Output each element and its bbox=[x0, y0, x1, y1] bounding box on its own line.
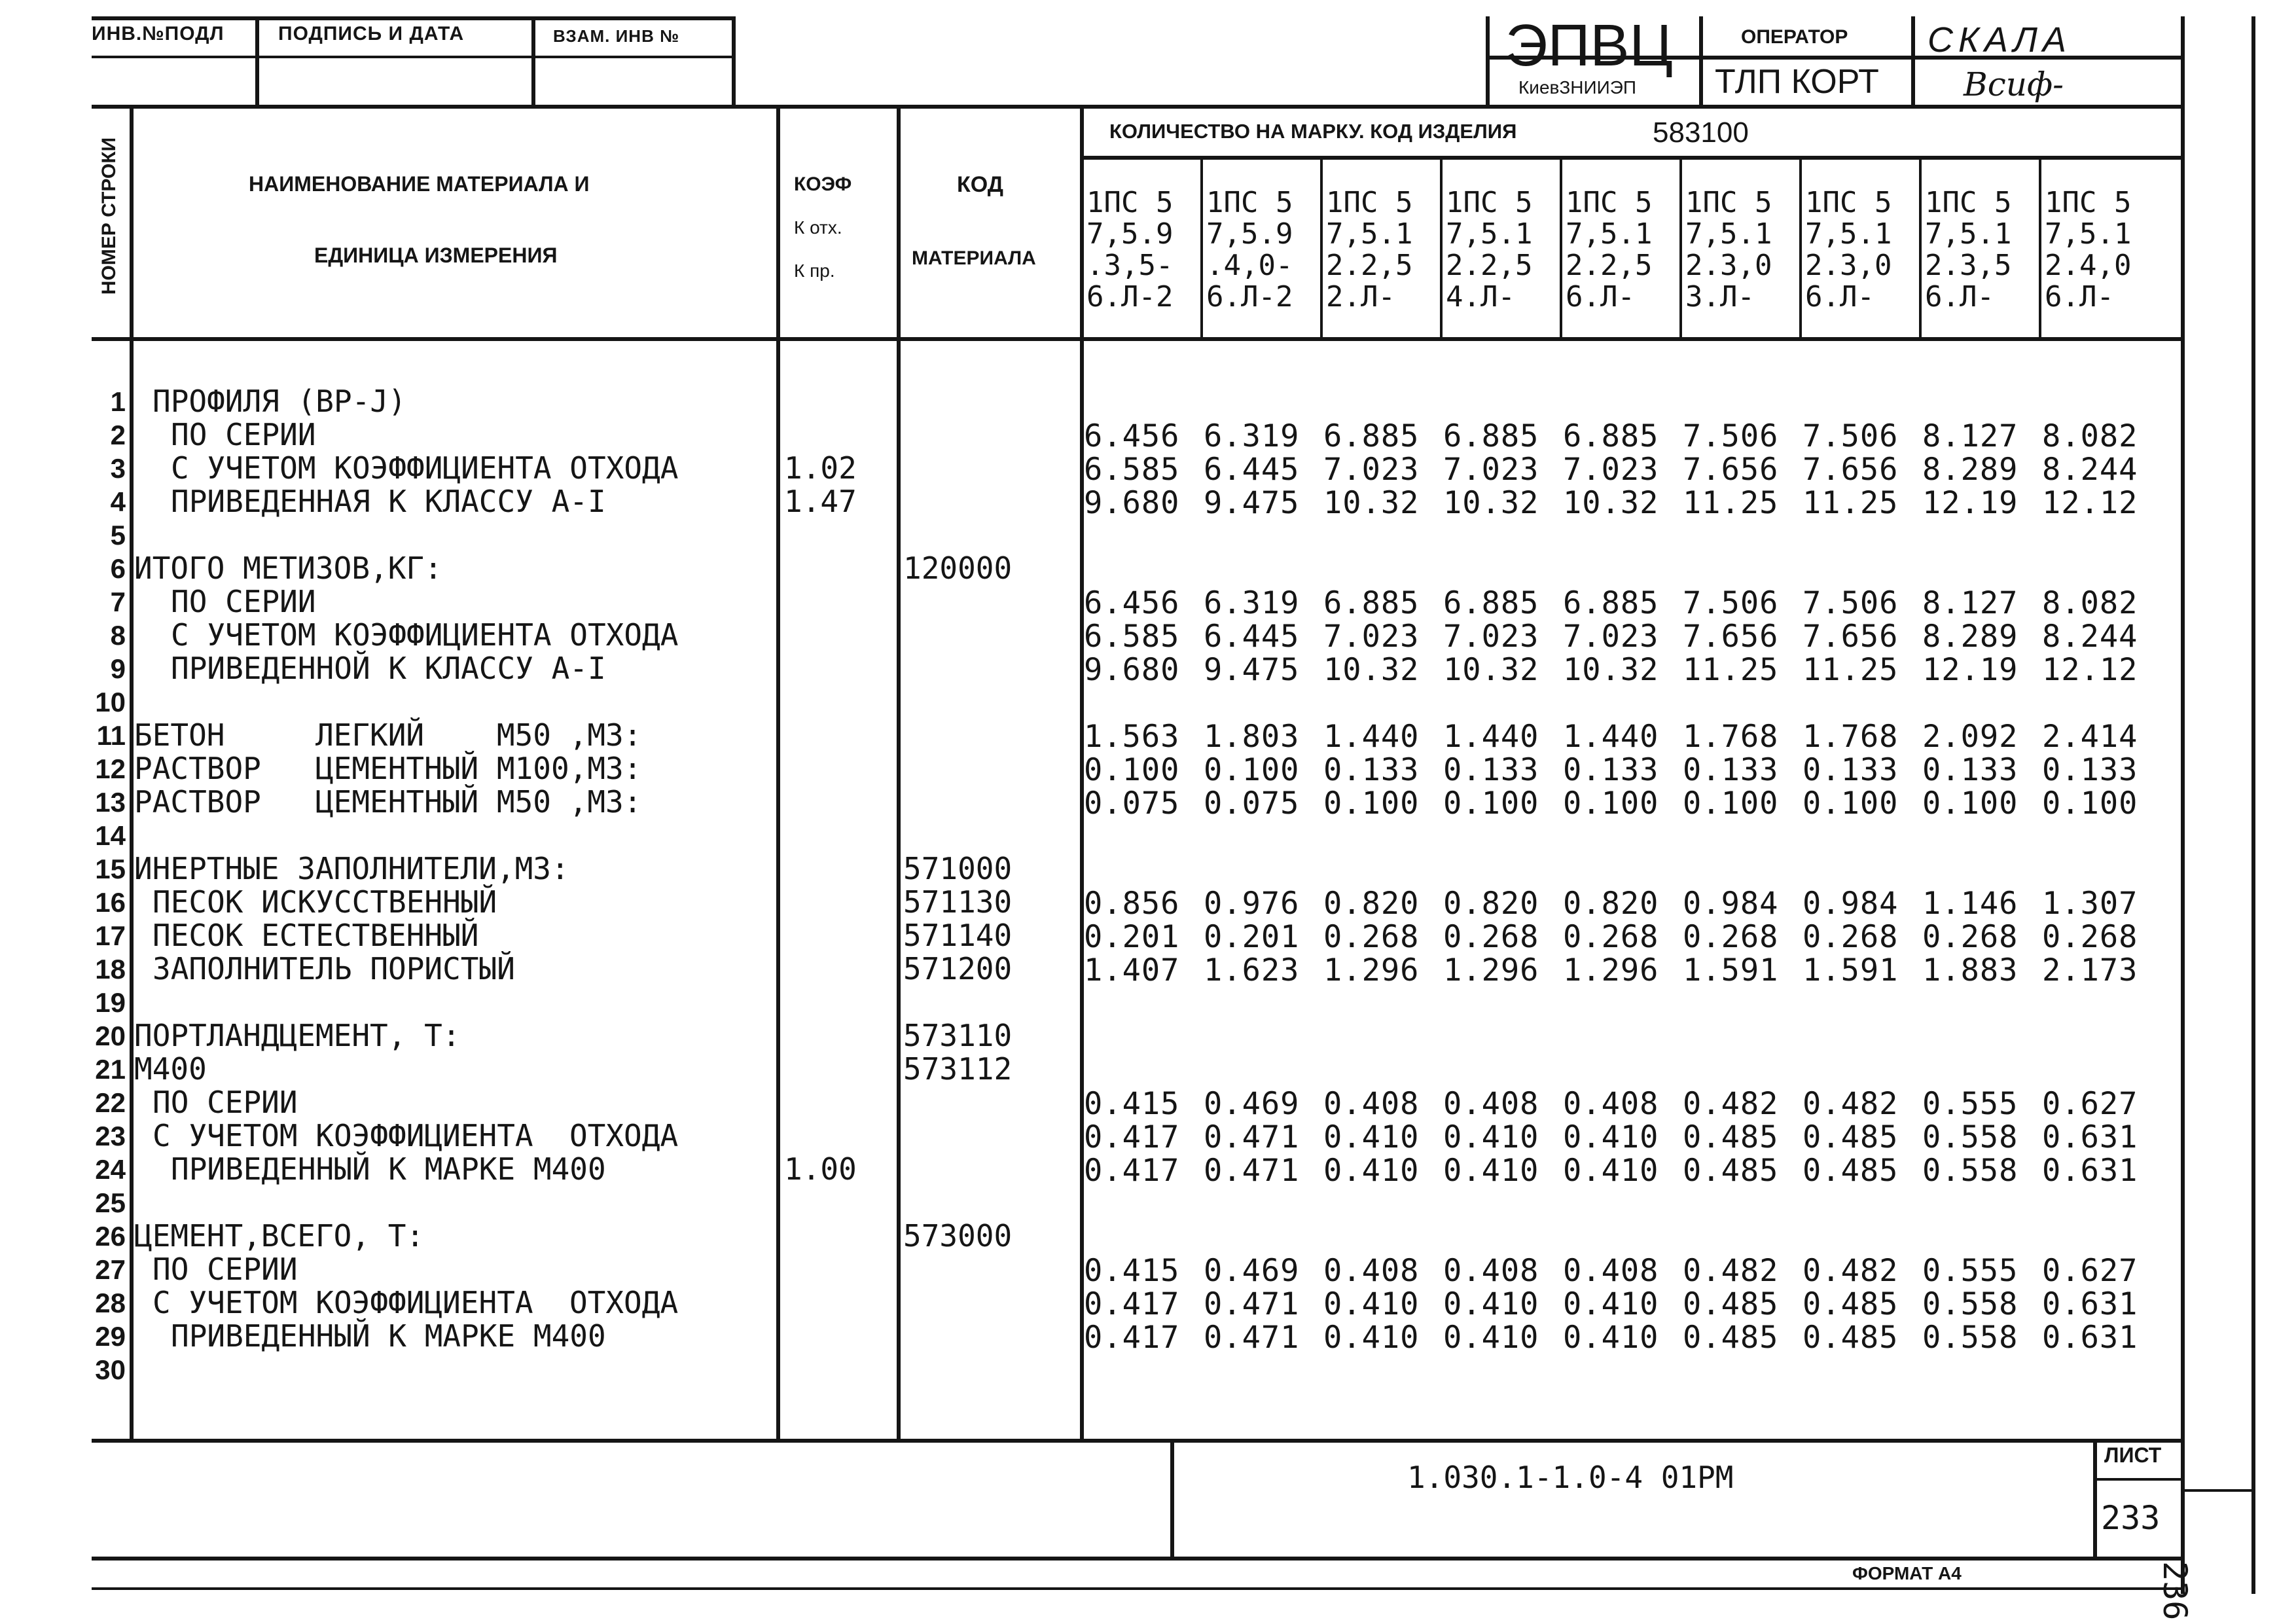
column-header-line: 2.Л- bbox=[1326, 280, 1395, 314]
quantity-cell: 0.417 bbox=[1084, 1119, 1180, 1155]
column-header-line: 2.2,5 bbox=[1446, 249, 1533, 282]
quantity-cell: 0.410 bbox=[1323, 1320, 1420, 1356]
column-header-line: 4.Л- bbox=[1446, 280, 1515, 314]
quantity-cell: 11.25 bbox=[1803, 485, 1899, 521]
quantity-cell: 10.32 bbox=[1323, 652, 1420, 688]
quantity-cell: 0.984 bbox=[1683, 886, 1779, 922]
quantity-cell: 1.591 bbox=[1683, 952, 1779, 988]
quantity-cell: 7.023 bbox=[1443, 452, 1539, 488]
signature: Всиф- bbox=[1964, 65, 2064, 103]
row-number: 2 bbox=[110, 420, 126, 450]
material-name: ПЕСОК ЕСТЕСТВЕННЫЙ bbox=[152, 918, 479, 953]
quantity-cell: 0.471 bbox=[1204, 1320, 1300, 1356]
row-number: 15 bbox=[95, 854, 126, 884]
row-number: 6 bbox=[110, 553, 126, 584]
quantity-cell: 0.133 bbox=[1443, 752, 1539, 788]
column-header-line: 6.Л-2 bbox=[1206, 280, 1293, 314]
quantity-cell: 0.485 bbox=[1803, 1320, 1899, 1356]
column-header-line: 6.Л- bbox=[1925, 280, 1994, 314]
quantity-cell: 0.471 bbox=[1204, 1119, 1300, 1155]
quantity-cell: 6.319 bbox=[1204, 585, 1300, 621]
row-number: 19 bbox=[95, 987, 126, 1018]
quantity-cell: 6.456 bbox=[1084, 585, 1180, 621]
material-code: 571140 bbox=[903, 918, 1013, 953]
row-number: 4 bbox=[110, 486, 126, 517]
row-number: 1 bbox=[110, 386, 126, 417]
quantity-cell: 0.268 bbox=[1803, 919, 1899, 955]
quantity-cell: 6.445 bbox=[1204, 619, 1300, 655]
quantity-cell: 0.482 bbox=[1803, 1086, 1899, 1122]
quantity-cell: 0.201 bbox=[1204, 919, 1300, 955]
row-number: 24 bbox=[95, 1154, 126, 1185]
column-header-line: 2.3,0 bbox=[1685, 249, 1772, 282]
org-main: ЭПВЦ bbox=[1505, 13, 1673, 79]
quantity-cell: 0.268 bbox=[2042, 919, 2138, 955]
row-number: 29 bbox=[95, 1321, 126, 1352]
quantity-cell: 0.631 bbox=[2042, 1286, 2138, 1322]
material-code: 571000 bbox=[903, 851, 1013, 886]
row-number: 22 bbox=[95, 1087, 126, 1118]
quantity-cell: 0.631 bbox=[2042, 1153, 2138, 1189]
material-name: М400 bbox=[134, 1051, 207, 1087]
quantity-cell: 0.408 bbox=[1323, 1253, 1420, 1289]
material-name: ПРОФИЛЯ (ВР-J) bbox=[152, 384, 406, 419]
quantity-cell: 0.100 bbox=[1803, 785, 1899, 821]
quantity-cell: 8.127 bbox=[1922, 585, 2018, 621]
material-name-header: НАИМЕНОВАНИЕ МАТЕРИАЛА И bbox=[249, 172, 590, 196]
quantity-cell: 0.485 bbox=[1683, 1286, 1779, 1322]
operator-label: ОПЕРАТОР bbox=[1741, 26, 1848, 48]
quantity-cell: 1.440 bbox=[1563, 719, 1659, 755]
material-name: ПО СЕРИИ bbox=[152, 1252, 298, 1287]
column-header-line: 1ПС 5 bbox=[1925, 186, 2012, 219]
quantity-cell: 0.100 bbox=[1443, 785, 1539, 821]
column-header-line: 6.Л- bbox=[1805, 280, 1874, 314]
quantity-cell: 12.12 bbox=[2042, 652, 2138, 688]
quantity-cell: 1.296 bbox=[1323, 952, 1420, 988]
quantity-cell: 0.133 bbox=[1922, 752, 2018, 788]
quantity-cell: 0.558 bbox=[1922, 1286, 2018, 1322]
column-header-line: .3,5- bbox=[1086, 249, 1174, 282]
product-code: 583100 bbox=[1653, 117, 1749, 149]
material-name: ПРИВЕДЕННЫЙ К МАРКЕ М400 bbox=[171, 1318, 606, 1354]
material-code: 120000 bbox=[903, 550, 1013, 586]
quantity-cell: 11.25 bbox=[1683, 485, 1779, 521]
quantity-cell: 10.32 bbox=[1443, 485, 1539, 521]
vzam-inv-label: ВЗАМ. ИНВ № bbox=[553, 26, 680, 46]
quantity-cell: 1.296 bbox=[1563, 952, 1659, 988]
material-name: ПО СЕРИИ bbox=[171, 417, 316, 452]
quantity-cell: 0.075 bbox=[1204, 785, 1300, 821]
row-number: 7 bbox=[110, 586, 126, 617]
quantity-cell: 7.023 bbox=[1563, 619, 1659, 655]
quantity-cell: 10.32 bbox=[1563, 652, 1659, 688]
quantity-header: КОЛИЧЕСТВО НА МАРКУ. КОД ИЗДЕЛИЯ bbox=[1109, 120, 1517, 143]
quantity-cell: 0.558 bbox=[1922, 1153, 2018, 1189]
column-header-line: 1ПС 5 bbox=[1446, 186, 1533, 219]
row-number: 11 bbox=[96, 720, 126, 751]
quantity-cell: 6.885 bbox=[1443, 585, 1539, 621]
material-code: 573112 bbox=[903, 1051, 1013, 1087]
column-header-line: 1ПС 5 bbox=[1685, 186, 1772, 219]
material-name: С УЧЕТОМ КОЭФФИЦИЕНТА ОТХОДА bbox=[152, 1285, 679, 1320]
quantity-cell: 1.307 bbox=[2042, 886, 2138, 922]
operator-value: ТЛП КОРТ bbox=[1715, 63, 1879, 101]
quantity-cell: 6.456 bbox=[1084, 418, 1180, 454]
coefficient: 1.02 bbox=[784, 450, 857, 486]
quantity-cell: 0.627 bbox=[2042, 1253, 2138, 1289]
quantity-cell: 0.268 bbox=[1683, 919, 1779, 955]
row-number: 5 bbox=[110, 520, 126, 550]
column-header-line: 2.3,0 bbox=[1805, 249, 1892, 282]
quantity-cell: 0.410 bbox=[1443, 1286, 1539, 1322]
column-header-line: 7,5.1 bbox=[2045, 217, 2132, 251]
column-header-line: 1ПС 5 bbox=[2045, 186, 2132, 219]
quantity-cell: 0.415 bbox=[1084, 1086, 1180, 1122]
quantity-cell: 12.19 bbox=[1922, 485, 2018, 521]
quantity-cell: 0.415 bbox=[1084, 1253, 1180, 1289]
quantity-cell: 7.023 bbox=[1443, 619, 1539, 655]
quantity-cell: 0.485 bbox=[1803, 1153, 1899, 1189]
material-name: ПО СЕРИИ bbox=[171, 584, 316, 619]
code-header: КОД bbox=[957, 172, 1003, 197]
side-number: 236 bbox=[2156, 1561, 2194, 1621]
column-header-line: 7,5.1 bbox=[1925, 217, 2012, 251]
quantity-cell: 0.100 bbox=[1084, 752, 1180, 788]
material-name: ПОРТЛАНДЦЕМЕНТ, Т: bbox=[134, 1018, 461, 1053]
quantity-cell: 0.485 bbox=[1683, 1153, 1779, 1189]
quantity-cell: 6.885 bbox=[1323, 418, 1420, 454]
quantity-cell: 0.482 bbox=[1683, 1253, 1779, 1289]
quantity-cell: 8.244 bbox=[2042, 619, 2138, 655]
quantity-cell: 0.100 bbox=[1922, 785, 2018, 821]
quantity-cell: 12.19 bbox=[1922, 652, 2018, 688]
quantity-cell: 7.656 bbox=[1683, 452, 1779, 488]
quantity-cell: 0.410 bbox=[1323, 1153, 1420, 1189]
quantity-cell: 9.475 bbox=[1204, 485, 1300, 521]
quantity-cell: 9.680 bbox=[1084, 485, 1180, 521]
coefficient: 1.47 bbox=[784, 484, 857, 519]
quantity-cell: 0.820 bbox=[1563, 886, 1659, 922]
quantity-cell: 0.984 bbox=[1803, 886, 1899, 922]
quantity-cell: 0.482 bbox=[1803, 1253, 1899, 1289]
quantity-cell: 0.820 bbox=[1323, 886, 1420, 922]
row-number: 9 bbox=[110, 653, 126, 684]
quantity-cell: 0.558 bbox=[1922, 1320, 2018, 1356]
quantity-cell: 0.820 bbox=[1443, 886, 1539, 922]
quantity-cell: 0.133 bbox=[2042, 752, 2138, 788]
quantity-cell: 7.023 bbox=[1323, 452, 1420, 488]
row-number: 8 bbox=[110, 620, 126, 651]
quantity-cell: 7.023 bbox=[1323, 619, 1420, 655]
quantity-cell: 1.440 bbox=[1443, 719, 1539, 755]
quantity-cell: 0.555 bbox=[1922, 1253, 2018, 1289]
quantity-cell: 0.558 bbox=[1922, 1119, 2018, 1155]
material-name: РАСТВОР ЦЕМЕНТНЫЙ М50 ,М3: bbox=[134, 784, 642, 820]
material-name: РАСТВОР ЦЕМЕНТНЫЙ М100,М3: bbox=[134, 751, 642, 786]
column-header-line: 7,5.9 bbox=[1206, 217, 1293, 251]
column-header-line: 7,5.1 bbox=[1685, 217, 1772, 251]
column-header-line: 2.4,0 bbox=[2045, 249, 2132, 282]
row-number: 17 bbox=[95, 920, 126, 951]
quantity-cell: 1.768 bbox=[1803, 719, 1899, 755]
quantity-cell: 8.289 bbox=[1922, 619, 2018, 655]
quantity-cell: 7.656 bbox=[1803, 452, 1899, 488]
row-number: 14 bbox=[95, 820, 126, 851]
material-name: ПРИВЕДЕННАЯ К КЛАССУ А-I bbox=[171, 484, 606, 519]
quantity-cell: 0.100 bbox=[1323, 785, 1420, 821]
column-header-line: 2.2,5 bbox=[1566, 249, 1653, 282]
system-name: СКАЛА bbox=[1928, 20, 2072, 60]
material-name: ПО СЕРИИ bbox=[152, 1085, 298, 1120]
row-number: 30 bbox=[95, 1354, 126, 1385]
quantity-cell: 9.680 bbox=[1084, 652, 1180, 688]
quantity-cell: 1.591 bbox=[1803, 952, 1899, 988]
quantity-cell: 0.100 bbox=[1204, 752, 1300, 788]
material-name: С УЧЕТОМ КОЭФФИЦИЕНТА ОТХОДА bbox=[152, 1118, 679, 1153]
row-number: 12 bbox=[95, 753, 126, 784]
quantity-cell: 1.407 bbox=[1084, 952, 1180, 988]
quantity-cell: 7.506 bbox=[1803, 585, 1899, 621]
quantity-cell: 0.976 bbox=[1204, 886, 1300, 922]
quantity-cell: 1.146 bbox=[1922, 886, 2018, 922]
quantity-cell: 1.768 bbox=[1683, 719, 1779, 755]
quantity-cell: 0.075 bbox=[1084, 785, 1180, 821]
quantity-cell: 0.408 bbox=[1443, 1253, 1539, 1289]
quantity-cell: 0.268 bbox=[1922, 919, 2018, 955]
row-number: 3 bbox=[110, 453, 126, 484]
quantity-cell: 0.410 bbox=[1563, 1320, 1659, 1356]
quantity-cell: 0.410 bbox=[1443, 1119, 1539, 1155]
coef-otx-header: К отх. bbox=[794, 217, 842, 238]
row-number: 28 bbox=[95, 1288, 126, 1318]
quantity-cell: 0.417 bbox=[1084, 1286, 1180, 1322]
column-header-line: 1ПС 5 bbox=[1805, 186, 1892, 219]
quantity-cell: 11.25 bbox=[1683, 652, 1779, 688]
column-header-line: 6.Л- bbox=[1566, 280, 1635, 314]
quantity-cell: 0.485 bbox=[1683, 1320, 1779, 1356]
column-header-line: 7,5.1 bbox=[1446, 217, 1533, 251]
column-header-line: 7,5.1 bbox=[1805, 217, 1892, 251]
row-number: 20 bbox=[95, 1020, 126, 1051]
quantity-cell: 0.133 bbox=[1323, 752, 1420, 788]
quantity-cell: 0.100 bbox=[1563, 785, 1659, 821]
quantity-cell: 6.319 bbox=[1204, 418, 1300, 454]
quantity-cell: 0.485 bbox=[1803, 1286, 1899, 1322]
quantity-cell: 0.100 bbox=[1683, 785, 1779, 821]
coef-header: КОЭФ bbox=[794, 173, 852, 195]
quantity-cell: 0.410 bbox=[1443, 1320, 1539, 1356]
column-header-line: 6.Л-2 bbox=[1086, 280, 1174, 314]
column-header-line: 7,5.9 bbox=[1086, 217, 1174, 251]
row-number: 16 bbox=[95, 887, 126, 918]
quantity-cell: 1.563 bbox=[1084, 719, 1180, 755]
column-header-line: 7,5.1 bbox=[1566, 217, 1653, 251]
quantity-cell: 12.12 bbox=[2042, 485, 2138, 521]
material-name: ИНЕРТНЫЕ ЗАПОЛНИТЕЛИ,М3: bbox=[134, 851, 569, 886]
quantity-cell: 0.133 bbox=[1683, 752, 1779, 788]
format-label: ФОРМАТ А4 bbox=[1852, 1563, 1962, 1583]
quantity-cell: 8.127 bbox=[1922, 418, 2018, 454]
quantity-cell: 2.173 bbox=[2042, 952, 2138, 988]
quantity-cell: 7.506 bbox=[1683, 418, 1779, 454]
quantity-cell: 7.506 bbox=[1683, 585, 1779, 621]
quantity-cell: 1.623 bbox=[1204, 952, 1300, 988]
quantity-cell: 0.408 bbox=[1443, 1086, 1539, 1122]
material-code-header: МАТЕРИАЛА bbox=[912, 247, 1036, 269]
quantity-cell: 0.471 bbox=[1204, 1286, 1300, 1322]
row-number: 26 bbox=[95, 1221, 126, 1252]
quantity-cell: 0.410 bbox=[1563, 1119, 1659, 1155]
row-number: 13 bbox=[95, 787, 126, 818]
quantity-cell: 0.856 bbox=[1084, 886, 1180, 922]
quantity-cell: 0.410 bbox=[1323, 1286, 1420, 1322]
quantity-cell: 8.082 bbox=[2042, 585, 2138, 621]
column-header-line: 1ПС 5 bbox=[1206, 186, 1293, 219]
row-number: 25 bbox=[95, 1187, 126, 1218]
quantity-cell: 6.885 bbox=[1563, 585, 1659, 621]
quantity-cell: 0.201 bbox=[1084, 919, 1180, 955]
inv-podl-label: ИНВ.№ПОДЛ bbox=[92, 23, 224, 45]
material-name: ПРИВЕДЕННЫЙ К МАРКЕ М400 bbox=[171, 1151, 606, 1187]
material-name: ЦЕМЕНТ,ВСЕГО, Т: bbox=[134, 1218, 425, 1254]
column-header-line: 2.2,5 bbox=[1326, 249, 1413, 282]
row-number: 27 bbox=[95, 1254, 126, 1285]
quantity-cell: 0.133 bbox=[1803, 752, 1899, 788]
column-header-line: 1ПС 5 bbox=[1566, 186, 1653, 219]
row-number: 23 bbox=[95, 1121, 126, 1151]
quantity-cell: 0.627 bbox=[2042, 1086, 2138, 1122]
quantity-cell: 0.469 bbox=[1204, 1253, 1300, 1289]
quantity-cell: 1.296 bbox=[1443, 952, 1539, 988]
quantity-cell: 11.25 bbox=[1803, 652, 1899, 688]
column-header-line: 1ПС 5 bbox=[1326, 186, 1413, 219]
material-name: ПЕСОК ИСКУССТВЕННЫЙ bbox=[152, 884, 497, 920]
quantity-cell: 8.289 bbox=[1922, 452, 2018, 488]
quantity-cell: 0.410 bbox=[1323, 1119, 1420, 1155]
quantity-cell: 7.023 bbox=[1563, 452, 1659, 488]
column-header-line: 6.Л- bbox=[2045, 280, 2114, 314]
quantity-cell: 0.268 bbox=[1323, 919, 1420, 955]
quantity-cell: 7.656 bbox=[1683, 619, 1779, 655]
quantity-cell: 0.469 bbox=[1204, 1086, 1300, 1122]
material-name: С УЧЕТОМ КОЭФФИЦИЕНТА ОТХОДА bbox=[171, 617, 679, 653]
quantity-cell: 0.133 bbox=[1563, 752, 1659, 788]
quantity-cell: 6.885 bbox=[1323, 585, 1420, 621]
quantity-cell: 0.410 bbox=[1563, 1153, 1659, 1189]
quantity-cell: 0.485 bbox=[1683, 1119, 1779, 1155]
quantity-cell: 6.585 bbox=[1084, 452, 1180, 488]
sheet-label: ЛИСТ bbox=[2104, 1443, 2162, 1467]
quantity-cell: 0.471 bbox=[1204, 1153, 1300, 1189]
quantity-cell: 0.268 bbox=[1443, 919, 1539, 955]
quantity-cell: 0.485 bbox=[1803, 1119, 1899, 1155]
quantity-cell: 1.803 bbox=[1204, 719, 1300, 755]
material-code: 573110 bbox=[903, 1018, 1013, 1053]
quantity-cell: 8.082 bbox=[2042, 418, 2138, 454]
quantity-cell: 1.883 bbox=[1922, 952, 2018, 988]
quantity-cell: 0.408 bbox=[1563, 1086, 1659, 1122]
quantity-cell: 6.885 bbox=[1443, 418, 1539, 454]
quantity-cell: 0.268 bbox=[1563, 919, 1659, 955]
column-header-line: 1ПС 5 bbox=[1086, 186, 1174, 219]
material-unit-header: ЕДИНИЦА ИЗМЕРЕНИЯ bbox=[314, 244, 558, 267]
signature-date-label: ПОДПИСЬ И ДАТА bbox=[278, 23, 465, 45]
quantity-cell: 0.555 bbox=[1922, 1086, 2018, 1122]
quantity-cell: 2.092 bbox=[1922, 719, 2018, 755]
quantity-cell: 2.414 bbox=[2042, 719, 2138, 755]
quantity-cell: 10.32 bbox=[1323, 485, 1420, 521]
row-number: 21 bbox=[95, 1054, 126, 1085]
quantity-cell: 1.440 bbox=[1323, 719, 1420, 755]
material-name: ИТОГО МЕТИЗОВ,КГ: bbox=[134, 550, 442, 586]
quantity-cell: 0.410 bbox=[1443, 1153, 1539, 1189]
row-number: 18 bbox=[95, 954, 126, 984]
org-sub: КиевЗНИИЭП bbox=[1518, 77, 1637, 98]
coefficient: 1.00 bbox=[784, 1151, 857, 1187]
quantity-cell: 10.32 bbox=[1563, 485, 1659, 521]
quantity-cell: 6.445 bbox=[1204, 452, 1300, 488]
quantity-cell: 6.585 bbox=[1084, 619, 1180, 655]
material-code: 571130 bbox=[903, 884, 1013, 920]
quantity-cell: 10.32 bbox=[1443, 652, 1539, 688]
row-number: 10 bbox=[95, 687, 126, 717]
quantity-cell: 9.475 bbox=[1204, 652, 1300, 688]
coef-pr-header: К пр. bbox=[794, 261, 835, 281]
quantity-cell: 0.631 bbox=[2042, 1119, 2138, 1155]
material-name: С УЧЕТОМ КОЭФФИЦИЕНТА ОТХОДА bbox=[171, 450, 679, 486]
quantity-cell: 0.417 bbox=[1084, 1320, 1180, 1356]
document-code: 1.030.1-1.0-4 01РМ bbox=[1407, 1460, 1734, 1495]
quantity-cell: 0.410 bbox=[1563, 1286, 1659, 1322]
material-code: 573000 bbox=[903, 1218, 1013, 1254]
column-header-line: 3.Л- bbox=[1685, 280, 1755, 314]
material-name: ЗАПОЛНИТЕЛЬ ПОРИСТЫЙ bbox=[152, 951, 515, 986]
row-number-header: НОМЕР СТРОКИ bbox=[98, 137, 120, 295]
column-header-line: 7,5.1 bbox=[1326, 217, 1413, 251]
quantity-cell: 7.656 bbox=[1803, 619, 1899, 655]
quantity-cell: 0.482 bbox=[1683, 1086, 1779, 1122]
column-header-line: .4,0- bbox=[1206, 249, 1293, 282]
column-header-line: 2.3,5 bbox=[1925, 249, 2012, 282]
quantity-cell: 6.885 bbox=[1563, 418, 1659, 454]
quantity-cell: 0.100 bbox=[2042, 785, 2138, 821]
quantity-cell: 0.631 bbox=[2042, 1320, 2138, 1356]
quantity-cell: 0.408 bbox=[1563, 1253, 1659, 1289]
material-name: БЕТОН ЛЕГКИЙ М50 ,М3: bbox=[134, 717, 642, 753]
quantity-cell: 0.417 bbox=[1084, 1153, 1180, 1189]
quantity-cell: 0.408 bbox=[1323, 1086, 1420, 1122]
sheet-number: 233 bbox=[2101, 1499, 2161, 1537]
quantity-cell: 8.244 bbox=[2042, 452, 2138, 488]
material-name: ПРИВЕДЕННОЙ К КЛАССУ А-I bbox=[171, 651, 606, 686]
quantity-cell: 7.506 bbox=[1803, 418, 1899, 454]
material-code: 571200 bbox=[903, 951, 1013, 986]
